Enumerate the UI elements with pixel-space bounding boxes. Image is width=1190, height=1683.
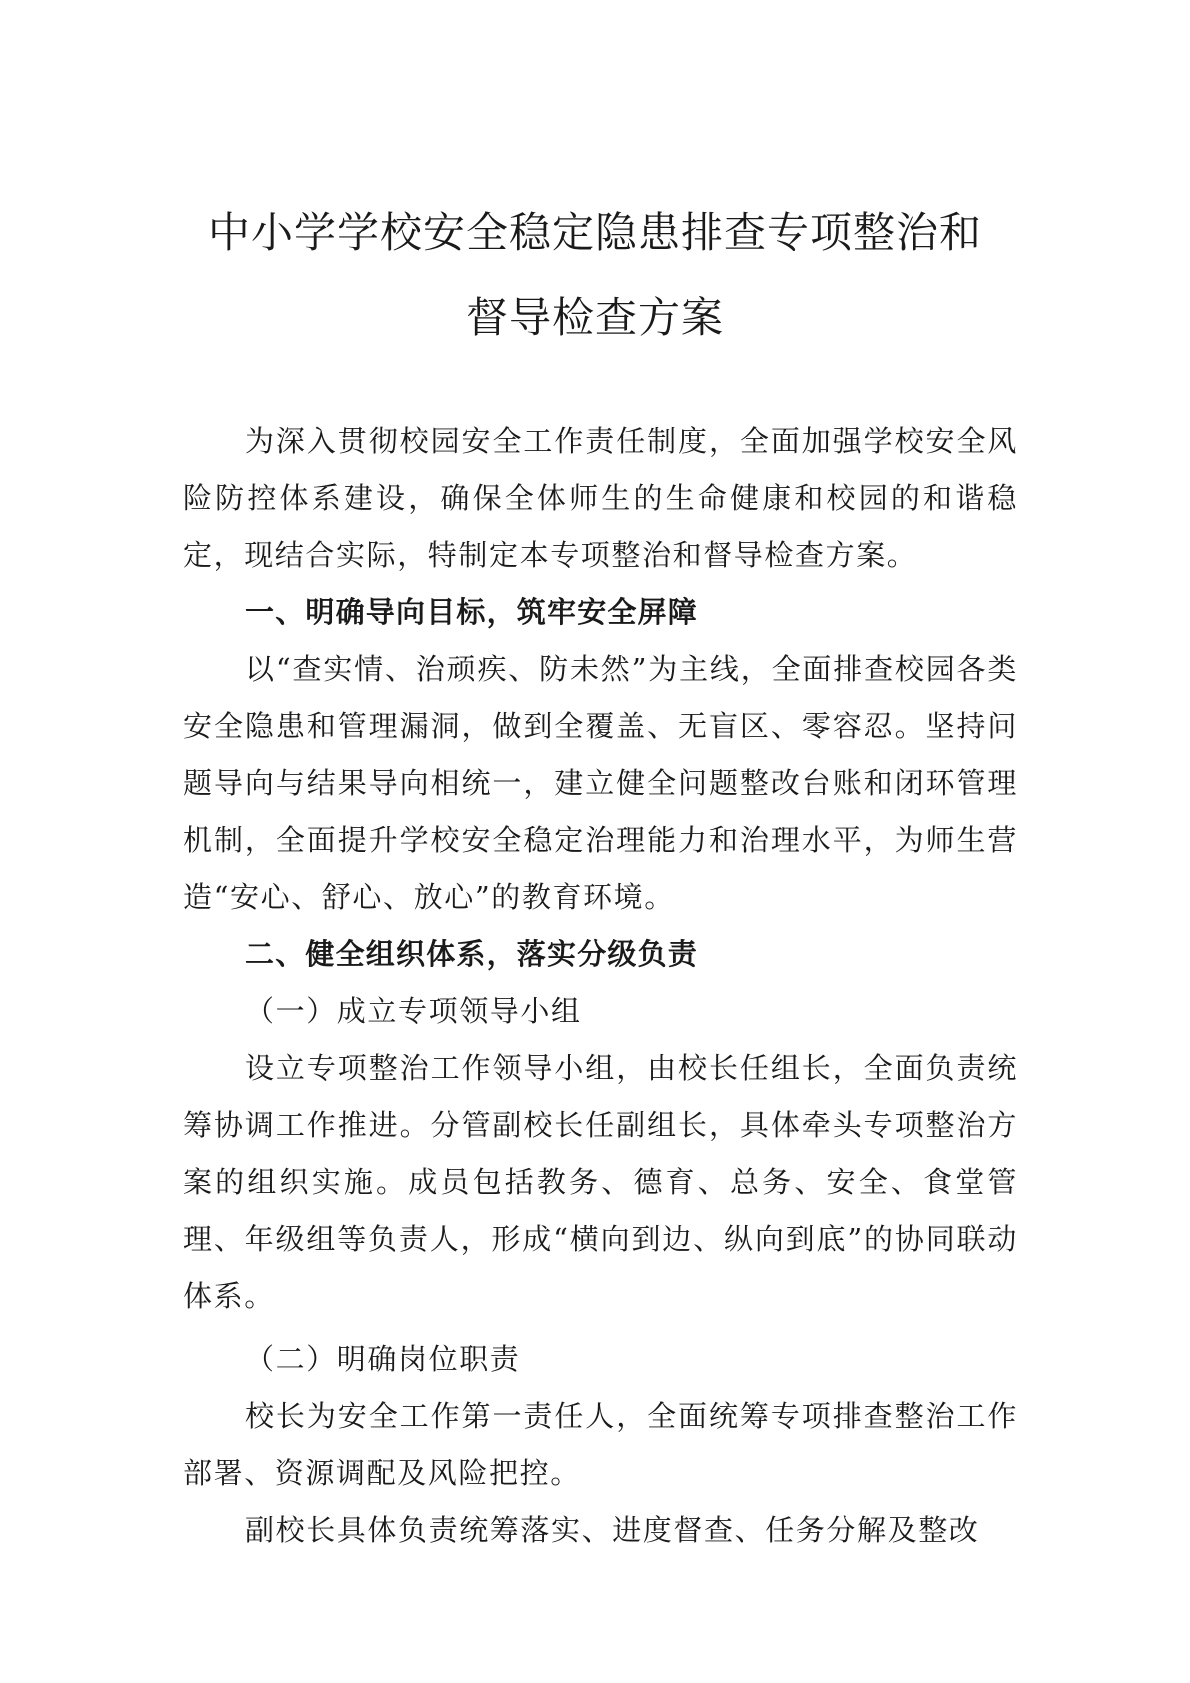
subsection2-heading: （二）明确岗位职责 bbox=[245, 1342, 521, 1376]
document-title-line1: 中小学学校安全稳定隐患排查专项整治和 bbox=[207, 208, 982, 257]
subsection1-paragraph: 设立专项整治工作领导小组，由校长任组长，全面负责统筹协调工作推进。分管副校长任副组长，具体牵头专项整治方案的组织实施。成员包括教务、德育、总务、安全、食堂管理、年级组等负责人，形成“横向到边、纵向到底”的协同联动体系。 bbox=[183, 1051, 1018, 1313]
section1-heading: 一、明确导向目标，筑牢安全屏障 bbox=[245, 595, 699, 629]
section1-paragraph: 以“查实情、治顽疾、防未然”为主线，全面排查校园各类安全隐患和管理漏洞，做到全覆盖、无盲区、零容忍。坚持问题导向与结果导向相统一，建立健全问题整改台账和闭环管理机制，全面提升学校安全稳定治理能力和治理水平，为师生营造“安心、舒心、放心”的教育环境。 bbox=[183, 652, 1018, 914]
document-title-line2: 督导检查方案 bbox=[465, 293, 724, 342]
subsection1-heading: （一）成立专项领导小组 bbox=[245, 994, 582, 1028]
section2-heading: 二、健全组织体系，落实分级负责 bbox=[245, 937, 699, 971]
document-body bbox=[183, 413, 1018, 1559]
intro-paragraph: 为深入贯彻校园安全工作责任制度，全面加强学校安全风险防控体系建设，确保全体师生的生命健康和校园的和谐稳定，现结合实际，特制定本专项整治和督导检查方案。 bbox=[183, 424, 1018, 572]
subsection2-paragraph-1: 校长为安全工作第一责任人，全面统筹专项排查整治工作部署、资源调配及风险把控。 bbox=[183, 1399, 1018, 1490]
subsection2-paragraph-2: 副校长具体负责统筹落实、进度督查、任务分解及整改 bbox=[245, 1513, 980, 1547]
